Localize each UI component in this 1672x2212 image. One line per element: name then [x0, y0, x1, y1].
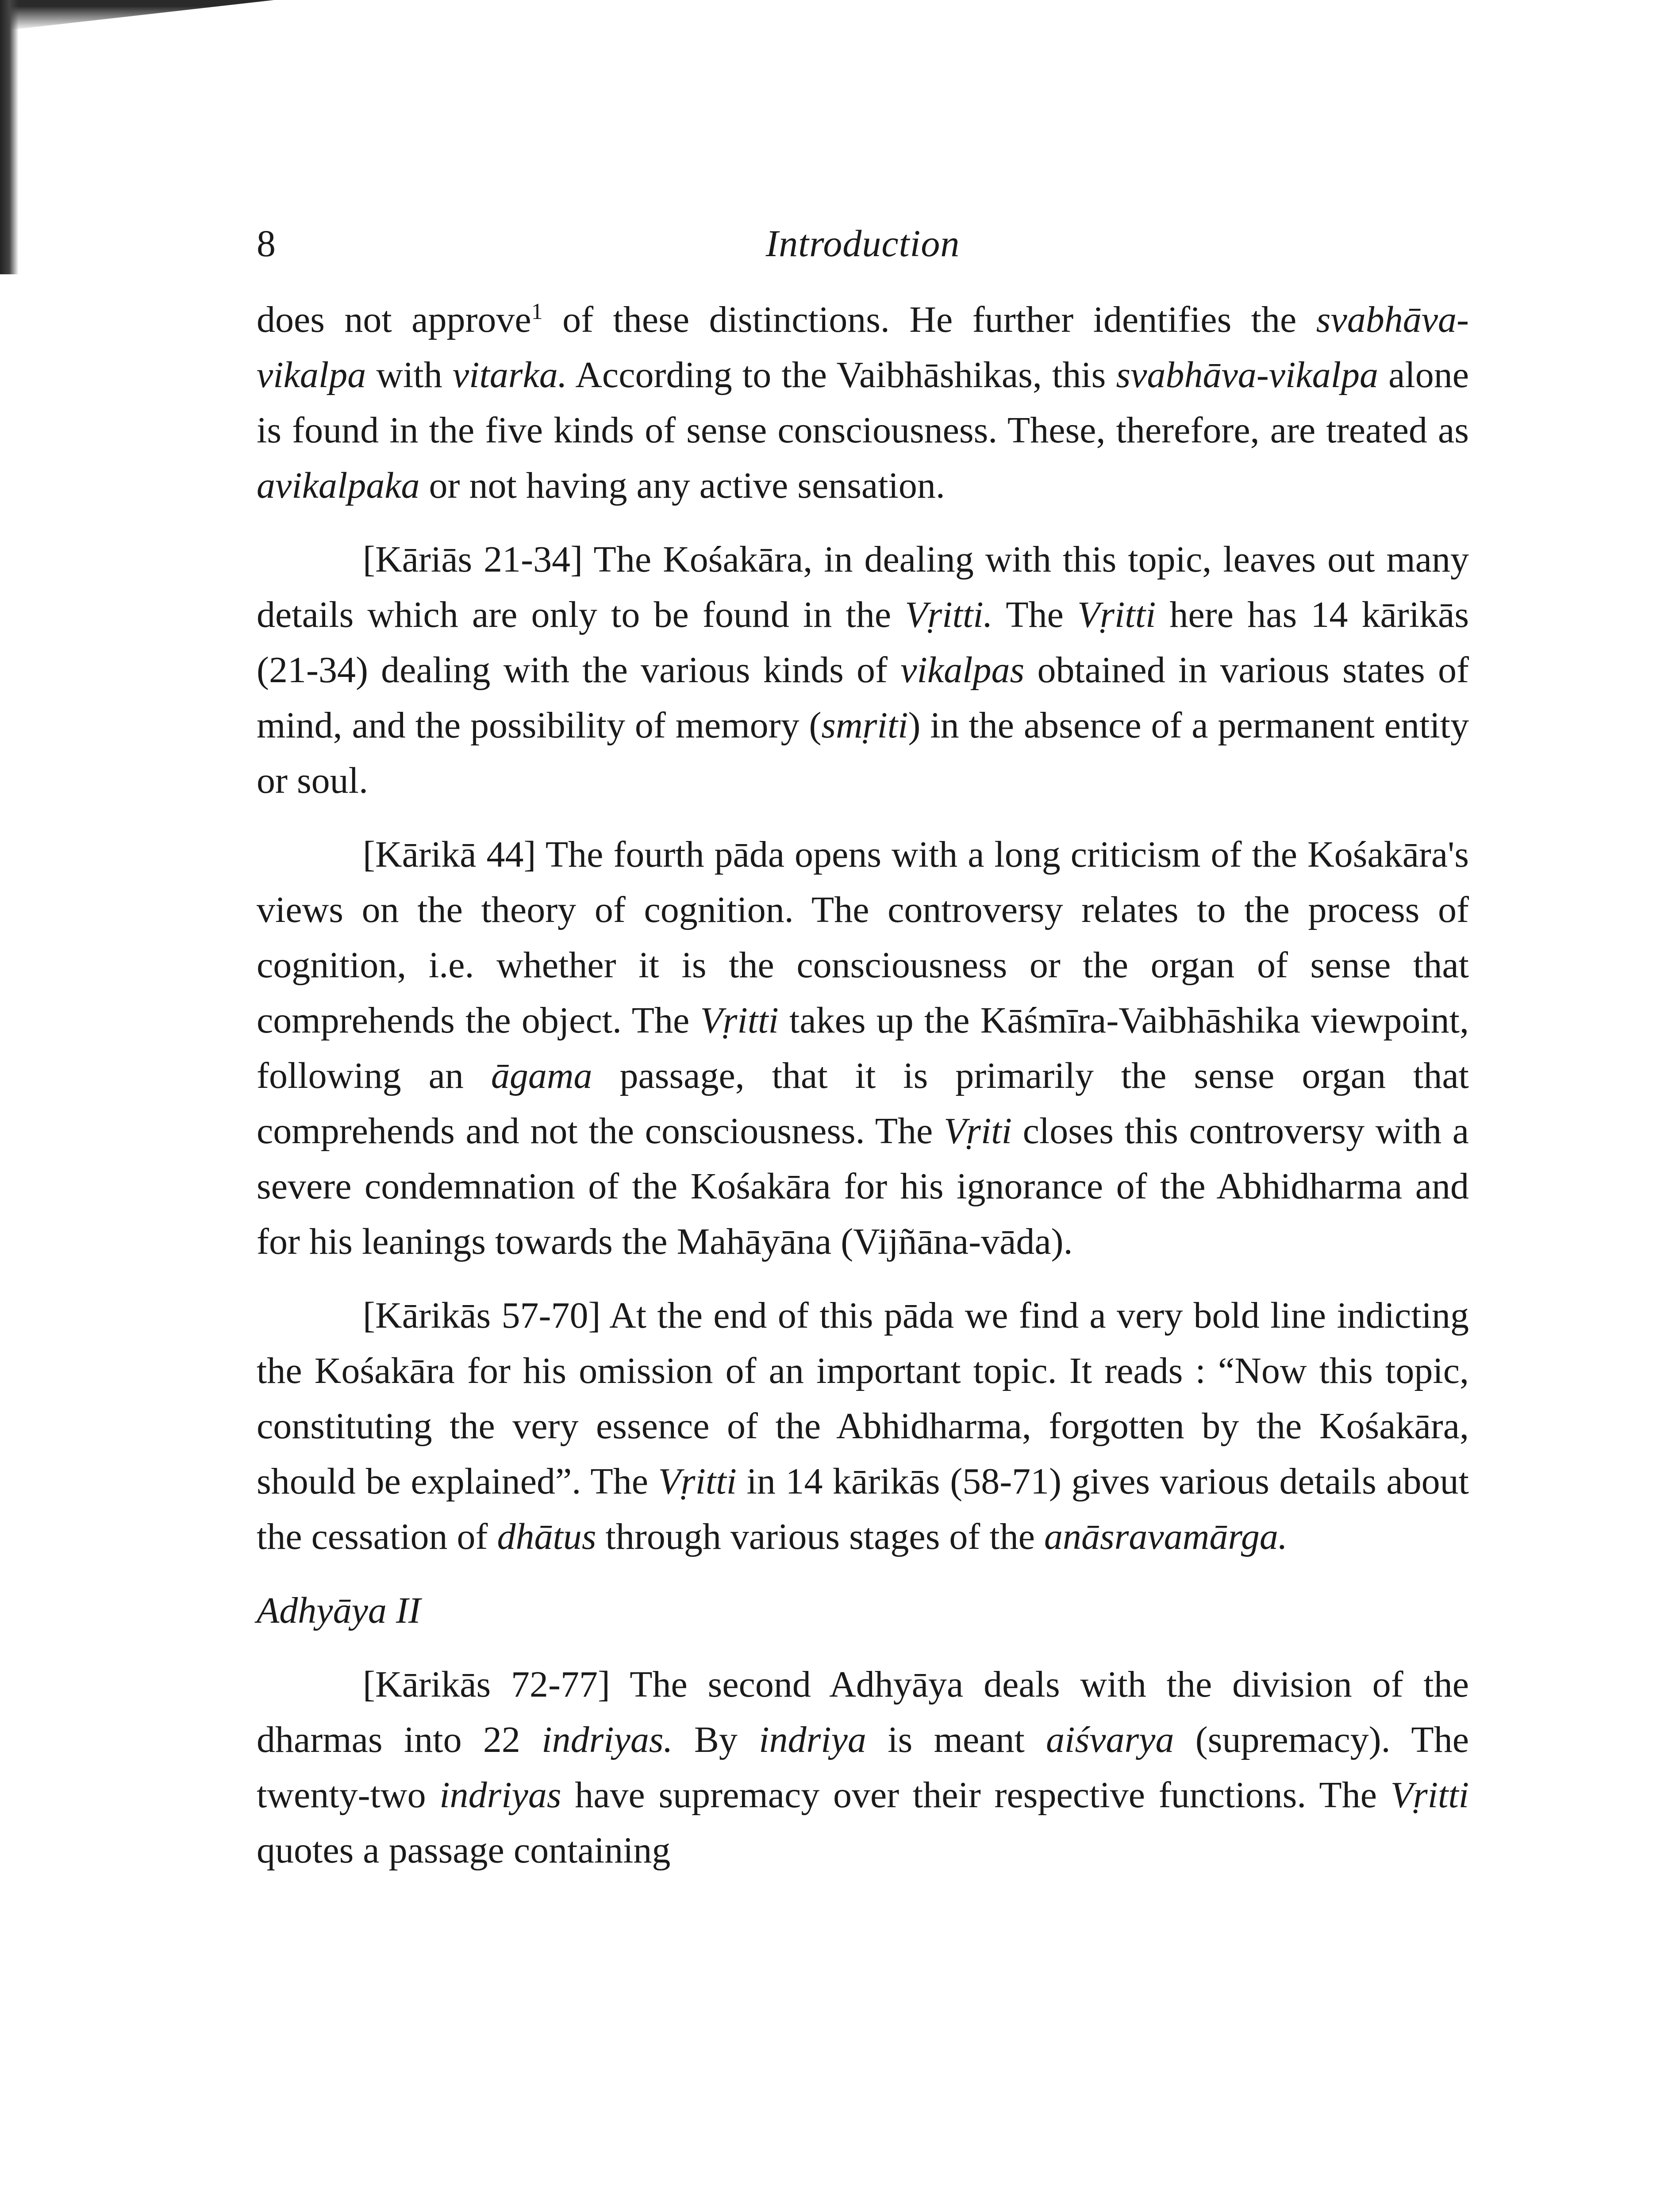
page-number: 8	[257, 222, 276, 265]
paragraph-1: does not approve$^1$ of these distinctions. He further identifies the svabhāva-vikalpa with vitarka. According to the Vaibhāshikas, this svabhāva-vikalpa alone is found in the five kinds of sense consciousness. These, therefore, are treated as avikalpaka or not having any active sensation.	[257, 299, 1469, 506]
paragraph-2: [Kāriās 21-34] The Kośakāra, in dealing with this topic, leaves out many details which are only to be found in the Vṛitti. The Vṛitti here has 14 kārikās (21-34) dealing with the various kinds of vikalpas obtained in various states of mind, and the possibility of memory (smṛiti) in the absence of a permanent entity or soul.	[257, 539, 1469, 801]
section-heading: Adhyāya II	[257, 1590, 421, 1631]
body-text	[257, 292, 1469, 1878]
paragraph-3: [Kārikā 44] The fourth pāda opens with a long criticism of the Kośakāra's views on the theory of cognition. The controversy relates to the process of cognition, i.e. whether it is the consciousness or the organ of sense that comprehends the object. The Vṛitti takes up the Kāśmīra-Vaibhāshika viewpoint, following an āgama passage, that it is primarily the sense organ that comprehends and not the consciousness. The Vṛiti closes this controversy with a severe condemnation of the Kośakāra for his ignorance of the Abhidharma and for his leanings towards the Mahāyāna (Vijñāna-vāda).	[257, 834, 1469, 1262]
scan-shadow-left	[0, 0, 19, 274]
paragraph-4: [Kārikās 57-70] At the end of this pāda we find a very bold line indicting the Kośakāra for his omission of an important topic. It reads : “Now this topic, constituting the very essence of the Abhidharma, forgotten by the Kośakāra, should be explained”. The Vṛitti in 14 kārikās (58-71) gives various details about the cessation of dhātus through various stages of the anāsravamārga.	[257, 1295, 1469, 1557]
page-header	[257, 221, 1469, 283]
footnote-ref: 1	[531, 299, 543, 324]
paragraph-5: [Kārikās 72-77] The second Adhyāya deals with the division of the dharmas into 22 indriyas. By indriya is meant aiśvarya (supremacy). The twenty-two indriyas have supremacy over their respective functions. The Vṛitti quotes a passage containing	[257, 1664, 1469, 1871]
scan-shadow-top-left	[0, 0, 274, 31]
running-title: Introduction	[765, 222, 960, 265]
